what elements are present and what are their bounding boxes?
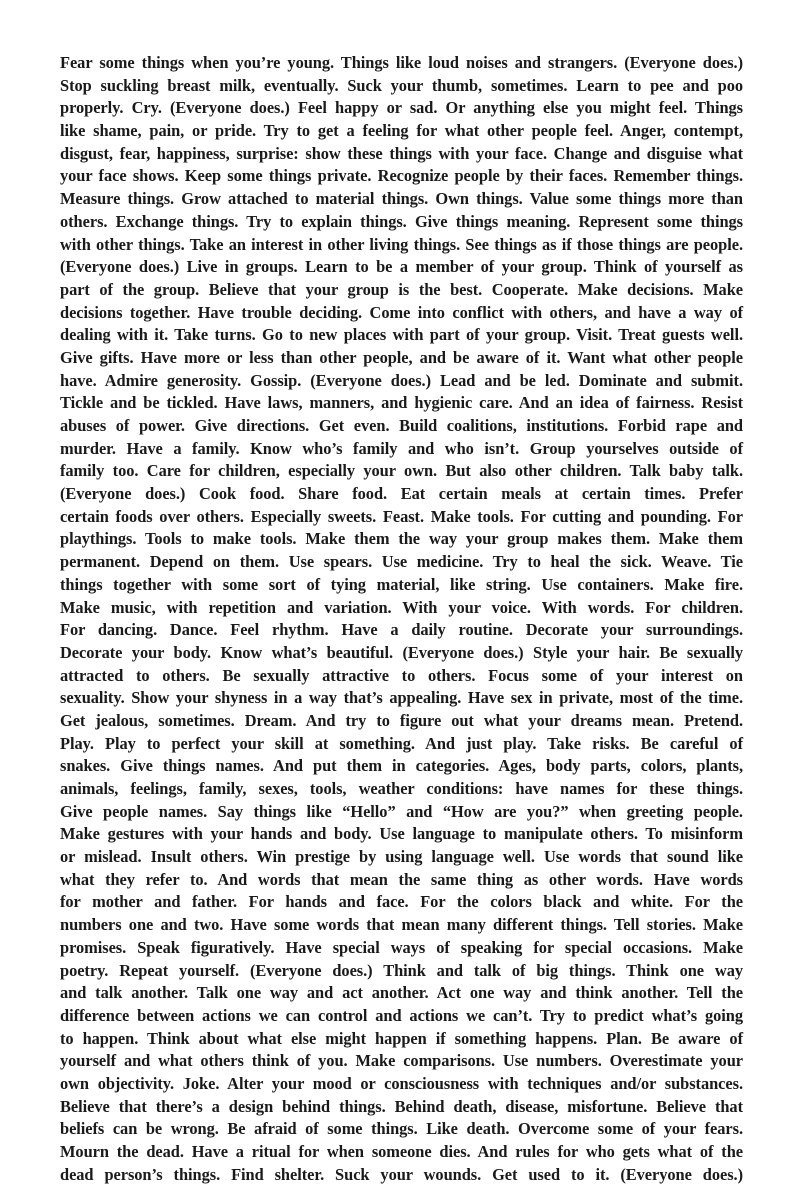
text-line: for mother and father. For hands and face. For the colors black and white. For the [60, 892, 743, 912]
text-line: difference between actions we can control and actions we can’t. Try to predict what’s going [60, 1005, 743, 1025]
text-line: Measure things. Grow attached to material things. Own things. Value some things more than [60, 189, 743, 209]
text-line: Make gestures with your hands and body. Use language to manipulate others. To misinform [60, 824, 743, 844]
text-line: playthings. Tools to make tools. Make them the way your group makes them. Make them [60, 529, 743, 549]
text-line: Make music, with repetition and variation. With your voice. With words. For children. [60, 597, 743, 617]
text-line: attracted to others. Be sexually attractive to others. Focus some of your interest on [60, 665, 743, 685]
text-line: or mislead. Insult others. Win prestige by using language well. Use words that sound like [60, 847, 743, 867]
body-paragraph [60, 52, 743, 1186]
text-line: Get jealous, sometimes. Dream. And try to figure out what your dreams mean. Pretend. [60, 710, 743, 730]
text-line: family too. Care for children, especially your own. But also other children. Talk baby talk. [60, 461, 743, 481]
text-line: sexuality. Show your shyness in a way that’s appealing. Have sex in private, most of the time. [60, 688, 743, 708]
text-line: Play. Play to perfect your skill at something. And just play. Take risks. Be careful of [60, 733, 743, 753]
text-line: dead person’s things. Find shelter. Suck your wounds. Get used to it. (Everyone does.) [60, 1164, 743, 1184]
text-line: like shame, pain, or pride. Try to get a feeling for what other people feel. Anger, contempt, [60, 121, 743, 141]
text-line: Mourn the dead. Have a ritual for when someone dies. And rules for who gets what of the [60, 1142, 743, 1161]
text-line: snakes. Give things names. And put them in categories. Ages, body parts, colors, plants, [60, 756, 743, 776]
text-line: Decorate your body. Know what’s beautiful. (Everyone does.) Style your hair. Be sexually [60, 642, 743, 662]
text-line: Believe that there’s a design behind things. Behind death, disease, misfortune. Believe that [60, 1096, 743, 1116]
text-line: Stop suckling breast milk, eventually. Suck your thumb, sometimes. Learn to pee and poo [60, 75, 743, 95]
text-line: own objectivity. Joke. Alter your mood or consciousness with techniques and/or substances. [60, 1073, 743, 1093]
text-line: what they refer to. And words that mean the same thing as other words. Have words [60, 869, 743, 889]
text-line: yourself and what others think of you. Make comparisons. Use numbers. Overestimate your [60, 1051, 743, 1071]
text-line: dealing with it. Take turns. Go to new places with part of your group. Visit. Treat guests well. [60, 325, 743, 345]
text-line: properly. Cry. (Everyone does.) Feel happy or sad. Or anything else you might feel. Things [60, 98, 743, 118]
text-line: murder. Have a family. Know who’s family and who isn’t. Group yourselves outside of [60, 438, 743, 458]
text-line: Give gifts. Have more or less than other people, and be aware of it. Want what other people [60, 347, 743, 367]
text-line: to happen. Think about what else might happen if something happens. Plan. Be aware of [60, 1028, 743, 1048]
text-line: Fear some things when you’re young. Things like loud noises and strangers. (Everyone does.) [60, 53, 743, 72]
text-line: Give people names. Say things like “Hello” and “How are you?” when greeting people. [60, 801, 743, 821]
text-line: others. Exchange things. Try to explain things. Give things meaning. Represent some things [60, 211, 743, 231]
text-line: For dancing. Dance. Feel rhythm. Have a daily routine. Decorate your surroundings. [60, 620, 743, 640]
text-line: abuses of power. Give directions. Get even. Build coalitions, institutions. Forbid rape and [60, 416, 743, 435]
text-line: things together with some sort of tying material, like string. Use containers. Make fire. [60, 574, 743, 594]
text-line: disgust, fear, happiness, surprise: show these things with your face. Change and disguise what [60, 143, 743, 163]
text-line: animals, feelings, family, sexes, tools, weather conditions: have names for these things. [60, 779, 743, 798]
text-line: permanent. Depend on them. Use spears. Use medicine. Try to heal the sick. Weave. Tie [60, 552, 743, 572]
text-line: certain foods over others. Especially sweets. Feast. Make tools. For cutting and pounding. For [60, 506, 743, 526]
text-line: your face shows. Keep some things private. Recognize people by their faces. Remember things. [60, 166, 743, 186]
text-line: and talk another. Talk one way and act another. Act one way and think another. Tell the [60, 983, 743, 1003]
text-line: beliefs can be wrong. Be afraid of some things. Like death. Overcome some of your fears. [60, 1119, 743, 1139]
text-line: decisions together. Have trouble deciding. Come into conflict with others, and have a way of [60, 302, 743, 322]
text-line: promises. Speak figuratively. Have special ways of speaking for special occasions. Make [60, 937, 743, 957]
text-line: with other things. Take an interest in other living things. See things as if those things are people. [60, 234, 743, 254]
text-line: poetry. Repeat yourself. (Everyone does.) Think and talk of big things. Think one way [60, 960, 743, 980]
text-line: part of the group. Believe that your group is the best. Cooperate. Make decisions. Make [60, 279, 743, 299]
text-line: (Everyone does.) Cook food. Share food. Eat certain meals at certain times. Prefer [60, 484, 743, 504]
text-line: (Everyone does.) Live in groups. Learn to be a member of your group. Think of yourself as [60, 257, 743, 277]
text-line: have. Admire generosity. Gossip. (Everyone does.) Lead and be led. Dominate and submit. [60, 370, 743, 390]
text-line: Tickle and be tickled. Have laws, manners, and hygienic care. And an idea of fairness. Resist [60, 393, 743, 413]
text-line: numbers one and two. Have some words that mean many different things. Tell stories. Make [60, 915, 743, 935]
